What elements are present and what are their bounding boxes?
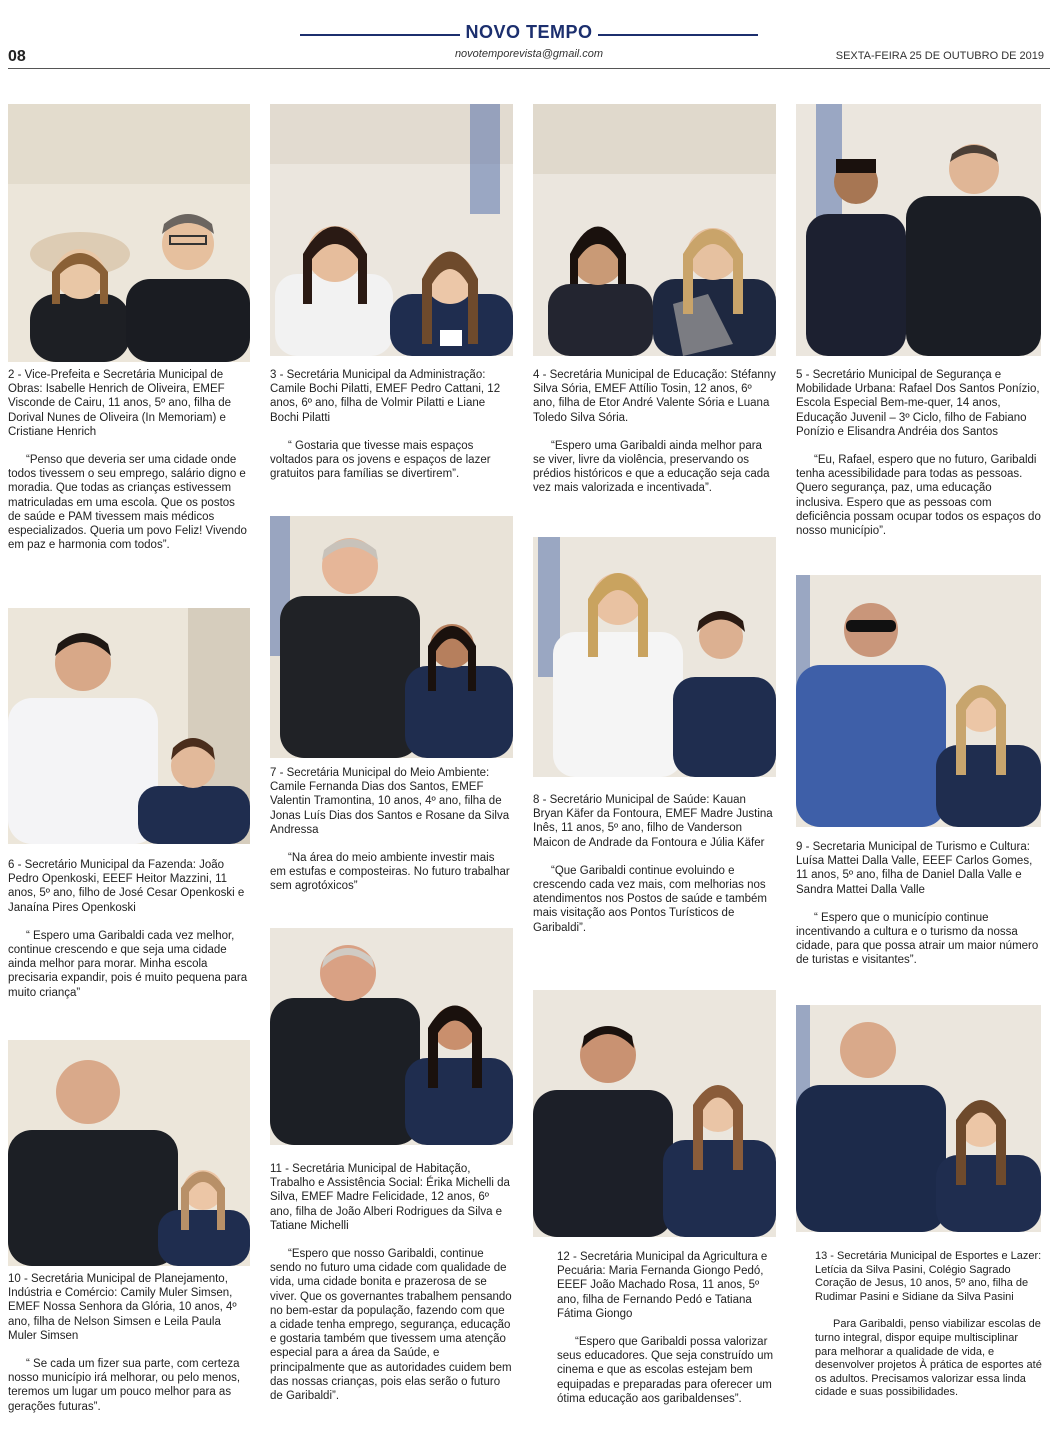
quote-text: “Espero uma Garibaldi ainda melhor para se viver, livre da violência, preservando os prédios históricos e que a educação seja cada vez mais valorizada e incentivada”. xyxy=(533,439,770,495)
quote-text: “ Espero uma Garibaldi cada vez melhor, continue crescendo e que seja uma cidade ainda melhor para morar. Minha escola precisaria expandir, pois é muito pequena para muito criança” xyxy=(8,929,248,999)
caption-item-7 xyxy=(270,766,513,908)
photo-item-5 xyxy=(796,104,1041,356)
photo-item-6 xyxy=(8,608,250,844)
quote-text: “Espero que Garibaldi possa valorizar seus educadores. Que seja construído um cinema e que as escolas estejam bem equipadas e preparadas para oferecer um ótima educação aos garibaldenses”. xyxy=(557,1336,774,1405)
caption-item-8 xyxy=(533,793,776,949)
photo-item-11 xyxy=(270,928,513,1145)
caption-item-4 xyxy=(533,368,776,510)
photo-item-10 xyxy=(8,1040,250,1266)
quote-text: “ Espero que o município continue incentivando a cultura e o turismo da nossa cidade, para que possa atrair um maior número de turistas e visitantes”. xyxy=(796,911,1039,967)
caption-text: 13 - Secretária Municipal de Esportes e Lazer: Letícia da Silva Pasini, Colégio Sagrado Coração de Jesus, 10 anos, 5º ano, filha de Rudimar Pasini e Sidiane da Silva Pasini xyxy=(815,1250,1042,1303)
caption-item-2 xyxy=(8,368,250,566)
caption-item-11 xyxy=(270,1162,513,1417)
caption-text: 11 - Secretária Municipal de Habitação, Trabalho e Assistência Social: Érika Michelli da Silva, EMEF Madre Felicidade, 12 anos, 6º ano, filha de João Alberi Rodrigues da Silva e Tatiane Michelli xyxy=(270,1163,510,1232)
quote-text: “Espero que nosso Garibaldi, continue sendo no futuro uma cidade com qualidade de vida, uma cidade bonita e prazerosa de se viver. Que os governantes trabalhem pensando no bem-estar da população, fazendo com que a cidade tenha emprego, segurança, educação e gostaria também que tivessem uma atenção especial para a área da Saúde, e principalmente que as autoridades cuidem bem das nossas crianças, pois elas serão o futuro de Garibaldi”. xyxy=(270,1248,512,1403)
photo-item-12 xyxy=(533,990,776,1237)
caption-text: 3 - Secretária Municipal da Administração: Camile Bochi Pilatti, EMEF Pedro Cattani, 12 anos, 6º ano, filha de Volmir Pilatti e Liane Bochi Pilatti xyxy=(270,369,501,424)
caption-item-9 xyxy=(796,840,1041,982)
caption-item-6 xyxy=(8,858,250,1014)
caption-item-13 xyxy=(815,1250,1043,1414)
caption-text: 6 - Secretário Municipal da Fazenda: João Pedro Openkoski, EEEF Heitor Mazzini, 11 anos, 5º ano, filho de José Cesar Openkoski e Janaína Pires Openkoski xyxy=(8,859,245,914)
quote-text: “ Se cada um fizer sua parte, com certeza nosso município irá melhorar, ou pelo menos, teremos um lugar um pouco melhor para as gerações futuras”. xyxy=(8,1358,241,1413)
caption-text: 2 - Vice-Prefeita e Secretária Municipal de Obras: Isabelle Henrich de Oliveira, EMEF Visconde de Cairu, 11 anos, 5º ano, filha de Dorival Nunes de Oliveira (In Memoriam) e Cristiane Henrich xyxy=(8,369,232,438)
photo-item-8 xyxy=(533,537,776,777)
caption-text: 12 - Secretária Municipal da Agricultura e Pecuária: Maria Fernanda Giongo Pedó, EEEF João Machado Rosa, 11 anos, 5º ano, filha de Fernando Pedó e Tatiana Fátima Giongo xyxy=(557,1251,768,1320)
photo-item-2 xyxy=(8,104,250,362)
photo-item-7 xyxy=(270,516,513,758)
caption-text: 5 - Secretário Municipal de Segurança e Mobilidade Urbana: Rafael Dos Santos Ponízio, Escola Especial Bem-me-quer, 14 anos, Educação Juvenil – 3º Ciclo, filho de Fabiano Ponízio e Elisandra Andréia dos Santos xyxy=(796,369,1040,438)
quote-text: “Que Garibaldi continue evoluindo e crescendo cada vez mais, com melhorias nos atendimentos nos Postos de saúde e também mais visitação aos Pontos Turísticos de Garibaldi”. xyxy=(533,864,767,934)
caption-item-5 xyxy=(796,368,1041,552)
quote-text: “ Gostaria que tivesse mais espaços voltados para os jovens e espaços de lazer gratuitos para famílias se divertirem”. xyxy=(270,439,491,481)
caption-text: 10 - Secretária Municipal de Planejamento, Indústria e Comércio: Camily Muler Simsen, EMEF Nossa Senhora da Glória, 10 anos, 4º ano, filha de Nelson Simsen e Leila Paula Muler Simsen xyxy=(8,1273,237,1342)
quote-text: “Na área do meio ambiente investir mais em estufas e composteiras. No futuro trabalhar sem agrotóxicos” xyxy=(270,852,510,893)
photo-item-3 xyxy=(270,104,513,356)
quote-text: “Penso que deveria ser uma cidade onde todos tivessem o seu emprego, salário digno e moradia. Que todas as crianças estivessem matriculadas em uma escola. Que os postos de saúde e PAM tivessem mais médicos especializados. Queria um povo Feliz! Vivendo em paz e harmonia com todos”. xyxy=(8,454,247,552)
photo-item-4 xyxy=(533,104,776,356)
page-number: 08 xyxy=(8,48,26,65)
masthead-email: novotemporevista@gmail.com xyxy=(454,48,604,60)
quote-text: “Eu, Rafael, espero que no futuro, Garibaldi tenha acessibilidade para todas as pessoas. Quero segurança, paz, uma educação inclusiva. Espero que as pessoas com deficiência possam ocupar todos os espaços do nosso município”. xyxy=(796,454,1041,538)
quote-text: Para Garibaldi, penso viabilizar escolas de turno integral, dispor equipe multisciplinar para melhorar a qualidade de vida, e desenvolver projetos À prática de esportes até os adultos. Precisamos valorizar essa linda cidade e suas possibilidades. xyxy=(815,1318,1042,1399)
caption-item-10 xyxy=(8,1272,250,1428)
caption-item-3 xyxy=(270,368,513,495)
caption-text: 4 - Secretária Municipal de Educação: Stéfanny Silva Sória, EMEF Attílio Tosin, 12 anos, 6º ano, filha de Etor André Valente Sória e Luana Toledo Silva Sória. xyxy=(533,369,776,424)
caption-text: 7 - Secretária Municipal do Meio Ambiente: Camile Fernanda Dias dos Santos, EMEF Valentin Tramontina, 10 anos, 4º ano, filha de Jonas Luís Dias dos Santos e Rosane da Silva Andressa xyxy=(270,767,510,836)
masthead-title: NOVO TEMPO xyxy=(465,22,593,42)
photo-item-9 xyxy=(796,575,1041,827)
caption-text: 8 - Secretário Municipal de Saúde: Kauan Bryan Käfer da Fontoura, EMEF Madre Justina Inês, 11 anos, 5º ano, filho de Vanderson Maicon de Andrade da Fontoura e Júlia Käfer xyxy=(533,794,773,849)
photo-item-13 xyxy=(796,1005,1041,1232)
header-divider xyxy=(8,68,1050,69)
issue-date: SEXTA-FEIRA 25 DE OUTUBRO DE 2019 xyxy=(835,50,1044,62)
caption-item-12 xyxy=(557,1250,779,1420)
caption-text: 9 - Secretaria Municipal de Turismo e Cultura: Luísa Mattei Dalla Valle, EEEF Carlos Gomes, 11 anos, 5º ano, filha de Daniel Dalla Valle e Sandra Mattei Dalla Valle xyxy=(796,841,1033,896)
